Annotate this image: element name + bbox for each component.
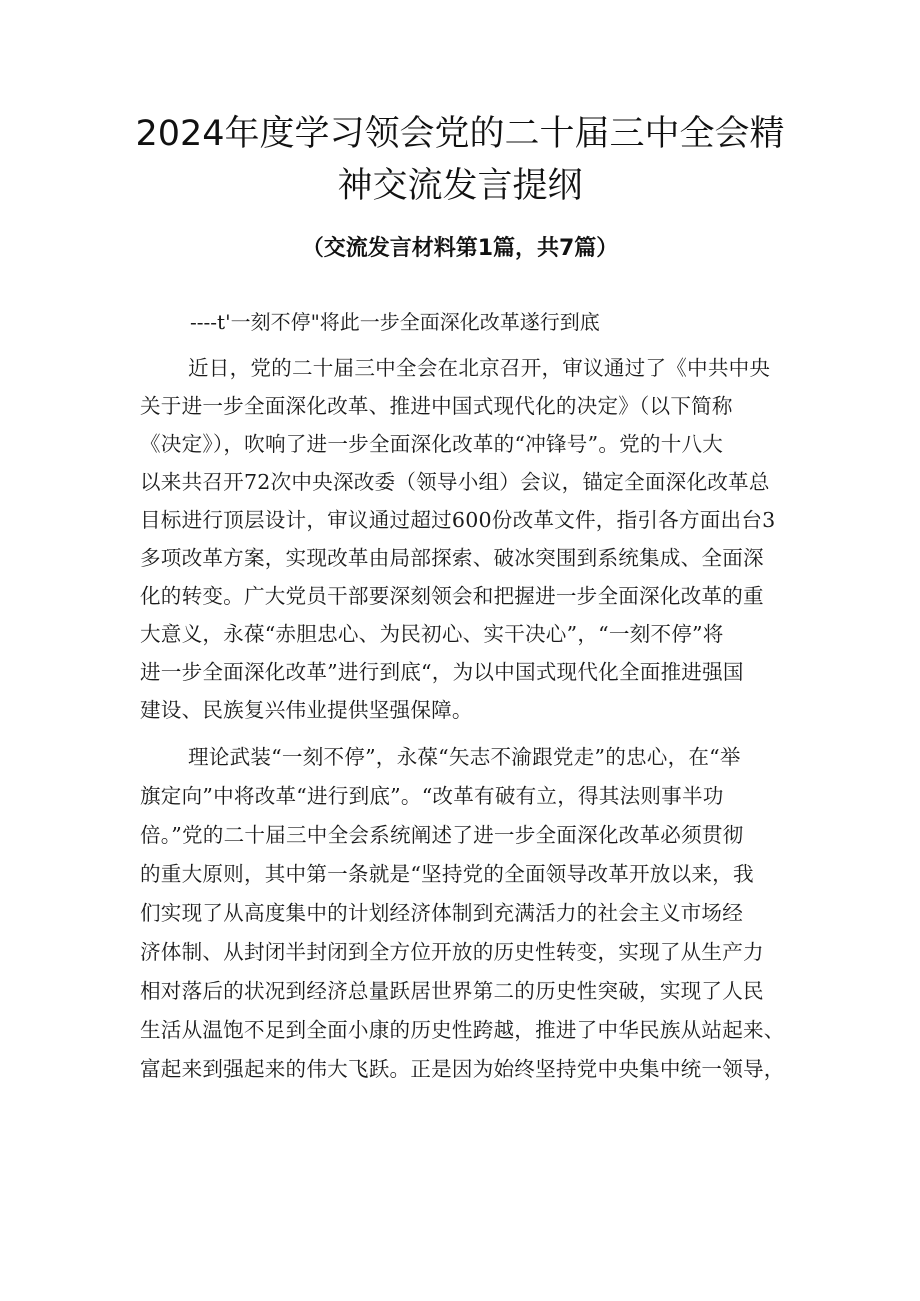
document-tagline: ----t'一刻不停"将此一步全面深化改革遂行到底 — [190, 310, 600, 334]
paragraph-1-line: 化的转变。广大党员干部要深刻领会和把握进一步全面深化改革的重 — [140, 584, 764, 608]
paragraph-2-line: 们实现了从高度集中的计划经济体制到充满活力的社会主义市场经 — [140, 901, 744, 925]
paragraph-2-line: 济体制、从封闭半封闭到全方位开放的历史性转变，实现了从生产力 — [140, 940, 764, 964]
paragraph-1-line: 关于进一步全面深化改革、推进中国式现代化的决定》（以下简称 — [140, 394, 733, 418]
paragraph-1-line: 《决定》），吹响了进一步全面深化改革的“冲锋号”。党的十八大 — [140, 432, 724, 456]
paragraph-1-line: 建设、民族复兴伟业提供坚强保障。 — [140, 698, 473, 722]
title-line-1: 2024年度学习领会党的二十届三中全会精 — [135, 114, 785, 154]
paragraph-2-line: 的重大原则，其中第一条就是“坚持党的全面领导改革开放以来，我 — [140, 862, 754, 886]
paragraph-2-line: 富起来到强起来的伟大飞跃。正是因为始终坚持党中央集中统一领导， — [140, 1057, 785, 1081]
title-line-2: 神交流发言提纲 — [337, 166, 583, 206]
paragraph-1-line: 以来共召开72次中央深改委（领导小组）会议，锚定全面深化改革总 — [140, 470, 770, 494]
paragraph-1-line: 大意义，永葆“赤胆忠心、为民初心、实干决心”，“一刻不停”将 — [140, 622, 724, 646]
document-subtitle: （交流发言材料第1篇，共7篇） — [301, 236, 619, 261]
paragraph-2-line: 旗定向”中将改革“进行到底”。“改革有破有立，得其法则事半功 — [140, 784, 724, 808]
paragraph-2-line: 生活从温饱不足到全面小康的历史性跨越，推进了中华民族从站起来、 — [140, 1018, 785, 1042]
paragraph-1-line: 进一步全面深化改革”进行到底“，为以中国式现代化全面推进强国 — [140, 660, 744, 684]
document-title — [0, 108, 920, 212]
paragraph-1-line: 多项改革方案，实现改革由局部探索、破冰突围到系统集成、全面深 — [140, 546, 764, 570]
paragraph-2-line: 倍。”党的二十届三中全会系统阐述了进一步全面深化改革必须贯彻 — [140, 823, 744, 847]
paragraph-1-line: 目标进行顶层设计，审议通过超过600份改革文件，指引各方面出台3 — [140, 508, 776, 532]
paragraph-1-line: 近日，党的二十届三中全会在北京召开，审议通过了《中共中央 — [188, 356, 771, 380]
paragraph-2-line: 理论武装“一刻不停”，永葆“矢志不渝跟党走”的忠心，在“举 — [188, 745, 741, 769]
paragraph-2-line: 相对落后的状况到经济总量跃居世界第二的历史性突破，实现了人民 — [140, 979, 764, 1003]
